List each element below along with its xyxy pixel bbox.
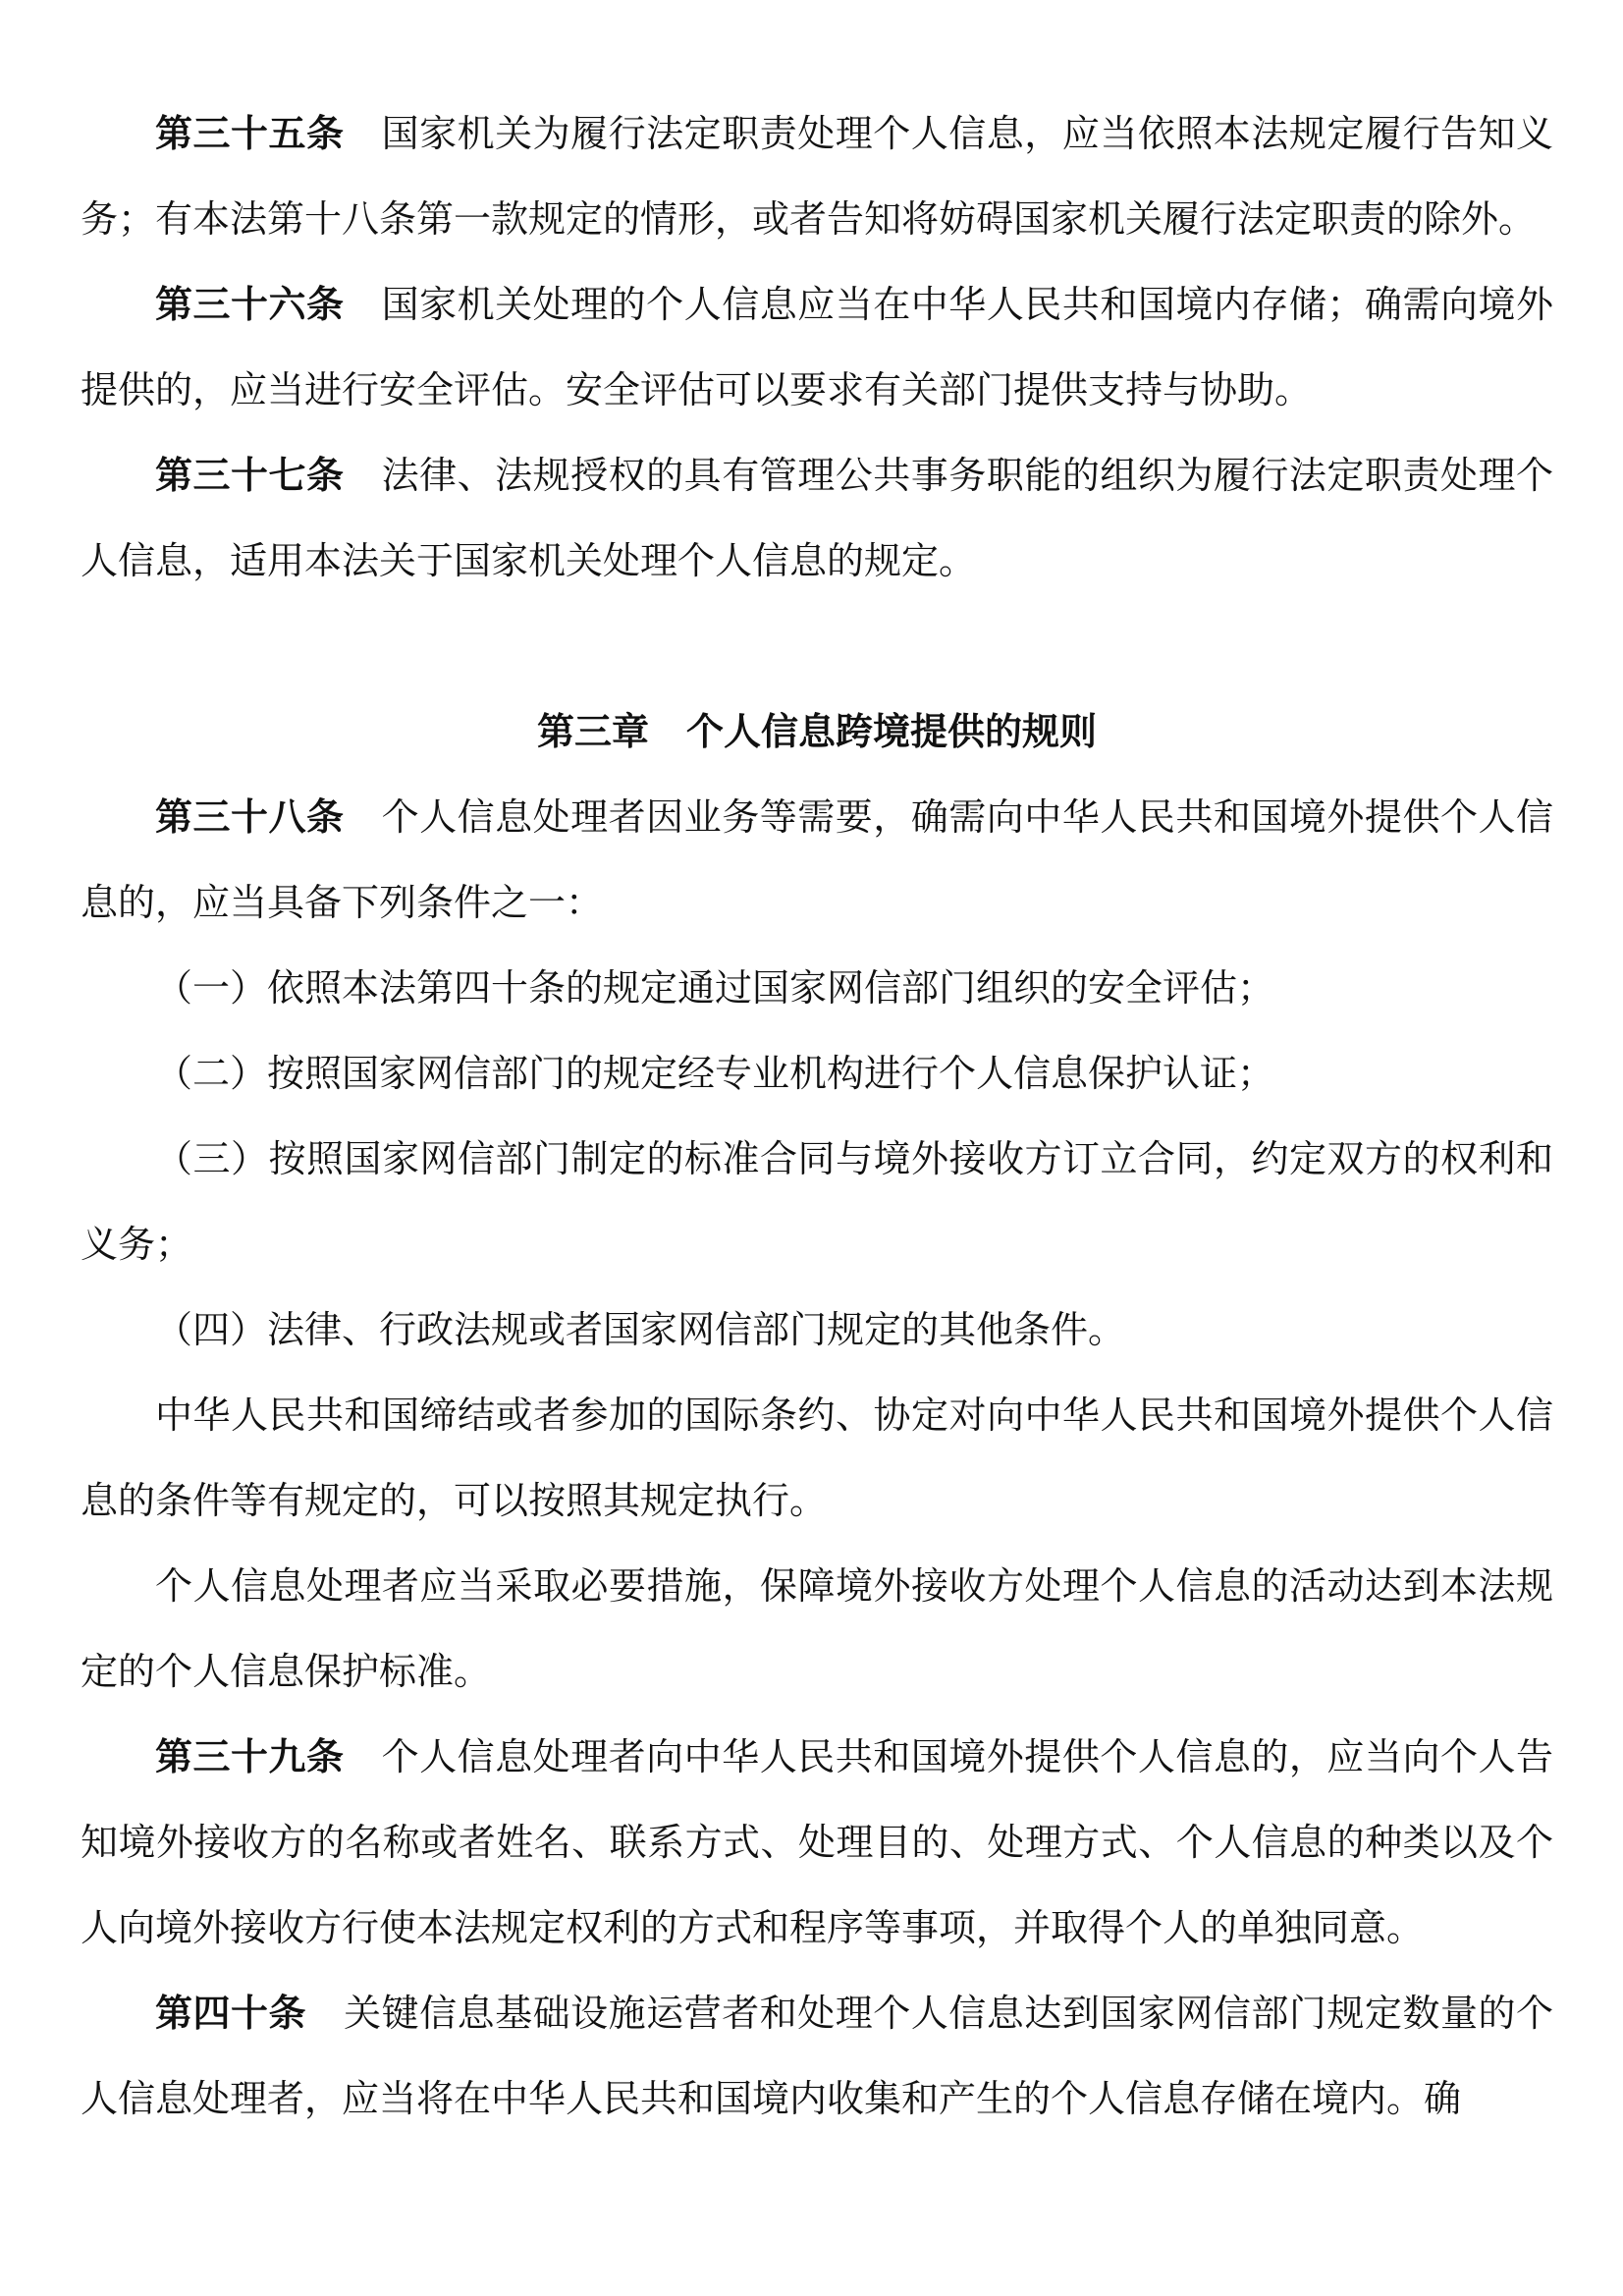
article-number: 第三十五条 [155, 112, 345, 155]
paragraph: 个人信息处理者应当采取必要措施，保障境外接收方处理个人信息的活动达到本法规定的个人信息保护标准。 [81, 1564, 1553, 1693]
article-number: 第三十九条 [155, 1735, 345, 1778]
article-text: 法律、法规授权的具有管理公共事务职能的组织为履行法定职责处理个人信息，适用本法关于国家机关处理个人信息的规定。 [81, 454, 1553, 582]
article-number: 第三十七条 [155, 454, 345, 497]
article-text: 个人信息处理者向中华人民共和国境外提供个人信息的，应当向个人告知境外接收方的名称或者姓名、联系方式、处理目的、处理方式、个人信息的种类以及个人向境外接收方行使本法规定权利的方式和程序等事项，并取得个人的单独同意。 [81, 1735, 1553, 1949]
article-39 [81, 1715, 1553, 1971]
article-40 [81, 1971, 1553, 2142]
paragraph: 中华人民共和国缔结或者参加的国际条约、协定对向中华人民共和国境外提供个人信息的条件等有规定的，可以按照其规定执行。 [81, 1394, 1553, 1522]
article-number: 第三十六条 [155, 283, 345, 326]
article-text: 个人信息处理者因业务等需要，确需向中华人民共和国境外提供个人信息的，应当具备下列条件之一： [81, 795, 1553, 924]
article-36 [81, 262, 1553, 433]
list-item: （三）按照国家网信部门制定的标准合同与境外接收方订立合同，约定双方的权利和义务； [81, 1137, 1553, 1266]
list-item: （四）法律、行政法规或者国家网信部门规定的其他条件。 [155, 1308, 1126, 1351]
article-number: 第三十八条 [155, 795, 345, 839]
list-item: （一）依照本法第四十条的规定通过国家网信部门组织的安全评估； [155, 966, 1275, 1010]
list-item: （二）按照国家网信部门的规定经专业机构进行个人信息保护认证； [155, 1052, 1275, 1095]
article-text: 国家机关为履行法定职责处理个人信息，应当依照本法规定履行告知义务；有本法第十八条第一款规定的情形，或者告知将妨碍国家机关履行法定职责的除外。 [81, 112, 1553, 241]
document-page [81, 91, 1553, 2142]
article-38 [81, 775, 1553, 946]
article-text: 国家机关处理的个人信息应当在中华人民共和国境内存储；确需向境外提供的，应当进行安全评估。安全评估可以要求有关部门提供支持与协助。 [81, 283, 1553, 411]
chapter-heading: 第三章 个人信息跨境提供的规则 [536, 710, 1097, 753]
article-35 [81, 91, 1553, 262]
article-text: 关键信息基础设施运营者和处理个人信息达到国家网信部门规定数量的个人信息处理者，应当将在中华人民共和国境内收集和产生的个人信息存储在境内。确 [81, 1992, 1553, 2120]
article-number: 第四十条 [155, 1992, 307, 2035]
article-37 [81, 433, 1553, 604]
